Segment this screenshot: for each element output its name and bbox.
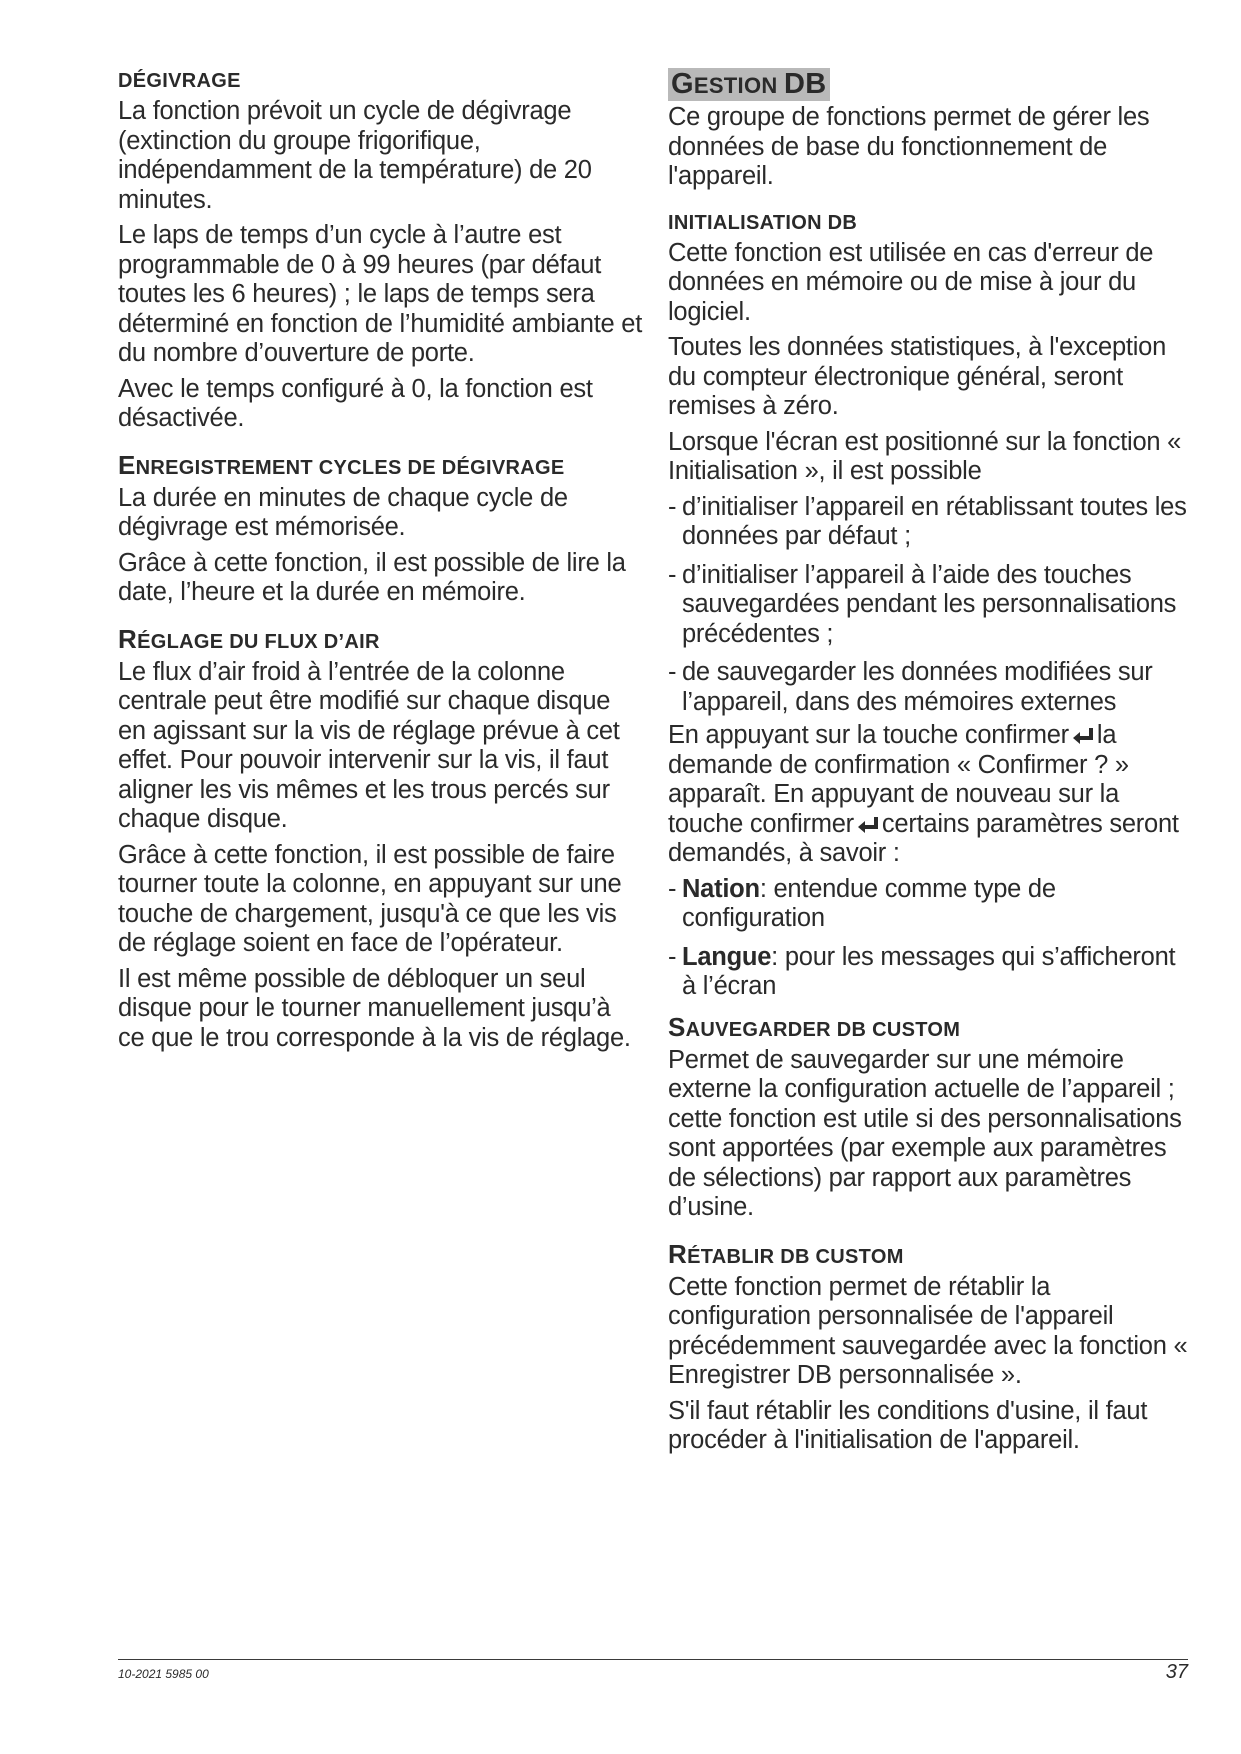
section-title-retablir bbox=[668, 1238, 1193, 1270]
paragraph: Le flux d’air froid à l’entrée de la colonne centrale peut être modifié sur chaque disque en agissant sur la vis de réglage prévue à cet effet. Pour pouvoir intervenir sur la vis, il faut aligner les vis mêmes et les trous percés sur chaque disque. bbox=[118, 657, 620, 833]
enter-return-icon bbox=[857, 815, 879, 835]
paragraph: Grâce à cette fonction, il est possible de lire la date, l’heure et la durée en mémoire. bbox=[118, 548, 626, 606]
title-rest: ÉTABLIR DB CUSTOM bbox=[687, 1245, 904, 1268]
title-rest: ESTION bbox=[693, 73, 778, 98]
group-title-gestion-db bbox=[668, 68, 830, 101]
paragraph: Lorsque l'écran est positionné sur la fonction « Initialisation », il est possible bbox=[668, 427, 1182, 485]
list-item bbox=[668, 943, 1193, 1002]
param-desc: : pour les messages qui s’afficheront à l’écran bbox=[682, 942, 1176, 1000]
title-initial: R bbox=[668, 1238, 688, 1269]
paragraph: Le laps de temps d’un cycle à l’autre est programmable de 0 à 99 heures (par défaut toutes les 6 heures) ; le laps de temps sera déterminé en fonction de l’humidité ambiante et du nombre d’ouverture de porte. bbox=[118, 221, 643, 367]
param-term: Langue bbox=[682, 942, 772, 971]
section-title-sauvegarder bbox=[668, 1011, 1193, 1043]
paragraph: Il est même possible de débloquer un seul disque pour le tourner manuellement jusqu’à ce que le trou corresponde à la vis de réglage. bbox=[118, 964, 631, 1052]
paragraph: Toutes les données statistiques, à l'exception du compteur électronique général, seront remises à zéro. bbox=[668, 333, 1167, 420]
title-rest: NREGISTREMENT CYCLES DE DÉGIVRAGE bbox=[135, 456, 565, 479]
param-term: Nation bbox=[682, 874, 760, 903]
title-initial: G bbox=[671, 68, 694, 100]
footer-divider bbox=[118, 1659, 1188, 1660]
section-title-degivrage: DÉGIVRAGE bbox=[118, 70, 241, 92]
left-column bbox=[118, 68, 643, 1059]
paragraph: Grâce à cette fonction, il est possible de faire tourner toute la colonne, en appuyant sur une touche de chargement, jusqu'à ce que les vis de réglage soient en face de l’opérateur. bbox=[118, 840, 622, 957]
section-title-initialisation: INITIALISATION DB bbox=[668, 211, 858, 234]
confirm-paragraph bbox=[668, 721, 1193, 869]
params-list bbox=[668, 875, 1193, 1002]
title-db: DB bbox=[783, 68, 827, 100]
title-initial: E bbox=[118, 449, 136, 480]
paragraph: La fonction prévoit un cycle de dégivrage (extinction du groupe frigorifique, indépendamment de la température) de 20 minutes. bbox=[118, 97, 592, 214]
paragraph: Cette fonction est utilisée en cas d'erreur de données en mémoire ou de mise à jour du logiciel. bbox=[668, 238, 1154, 326]
right-column bbox=[668, 68, 1193, 1462]
text-part: En appuyant sur la touche confirmer bbox=[668, 721, 1069, 749]
title-rest: AUVEGARDER DB CUSTOM bbox=[685, 1018, 961, 1041]
paragraph: Ce groupe de fonctions permet de gérer les données de base du fonctionnement de l'appareil. bbox=[668, 103, 1150, 190]
list-item: - de sauvegarder les données modifiées sur l’appareil, dans des mémoires externes bbox=[668, 658, 1193, 717]
section-title-enregistrement bbox=[118, 449, 643, 481]
param-desc: : entendue comme type de configuration bbox=[682, 874, 1056, 932]
title-rest: ÉGLAGE DU FLUX D’AIR bbox=[137, 630, 380, 653]
paragraph: S'il faut rétablir les conditions d'usine, il faut procéder à l'initialisation de l'appareil. bbox=[668, 1396, 1148, 1454]
paragraph: Permet de sauvegarder sur une mémoire externe la configuration actuelle de l’appareil ; cette fonction est utile si des personnalisations sont apportées (par exemple aux paramètres de sélections) par rapport aux paramètres d’usine. bbox=[668, 1045, 1182, 1221]
text-part: la demande de confirmation « Confirmer ? » apparaît. En appuyant de nouveau sur la touche confirmer bbox=[668, 721, 1129, 838]
title-initial: R bbox=[118, 623, 138, 654]
paragraph: Cette fonction permet de rétablir la configuration personnalisée de l'appareil précédemment sauvegardée avec la fonction « Enregistrer DB personnalisée ». bbox=[668, 1272, 1188, 1389]
enter-return-icon bbox=[1072, 726, 1094, 746]
options-list bbox=[668, 493, 1193, 718]
list-item: - d’initialiser l’appareil à l’aide des touches sauvegardées pendant les personnalisations précédentes ; bbox=[668, 561, 1193, 650]
text-part: certains paramètres seront demandés, à savoir : bbox=[668, 809, 1179, 867]
section-title-reglage bbox=[118, 623, 643, 655]
footer-doc-code: 10-2021 5985 00 bbox=[118, 1667, 209, 1681]
list-item: - d’initialiser l’appareil en rétablissant toutes les données par défaut ; bbox=[668, 493, 1193, 552]
title-initial: S bbox=[668, 1011, 686, 1042]
paragraph: La durée en minutes de chaque cycle de dégivrage est mémorisée. bbox=[118, 483, 568, 541]
list-item bbox=[668, 875, 1193, 934]
page-number: 37 bbox=[1165, 1661, 1188, 1683]
paragraph: Avec le temps configuré à 0, la fonction est désactivée. bbox=[118, 374, 593, 432]
